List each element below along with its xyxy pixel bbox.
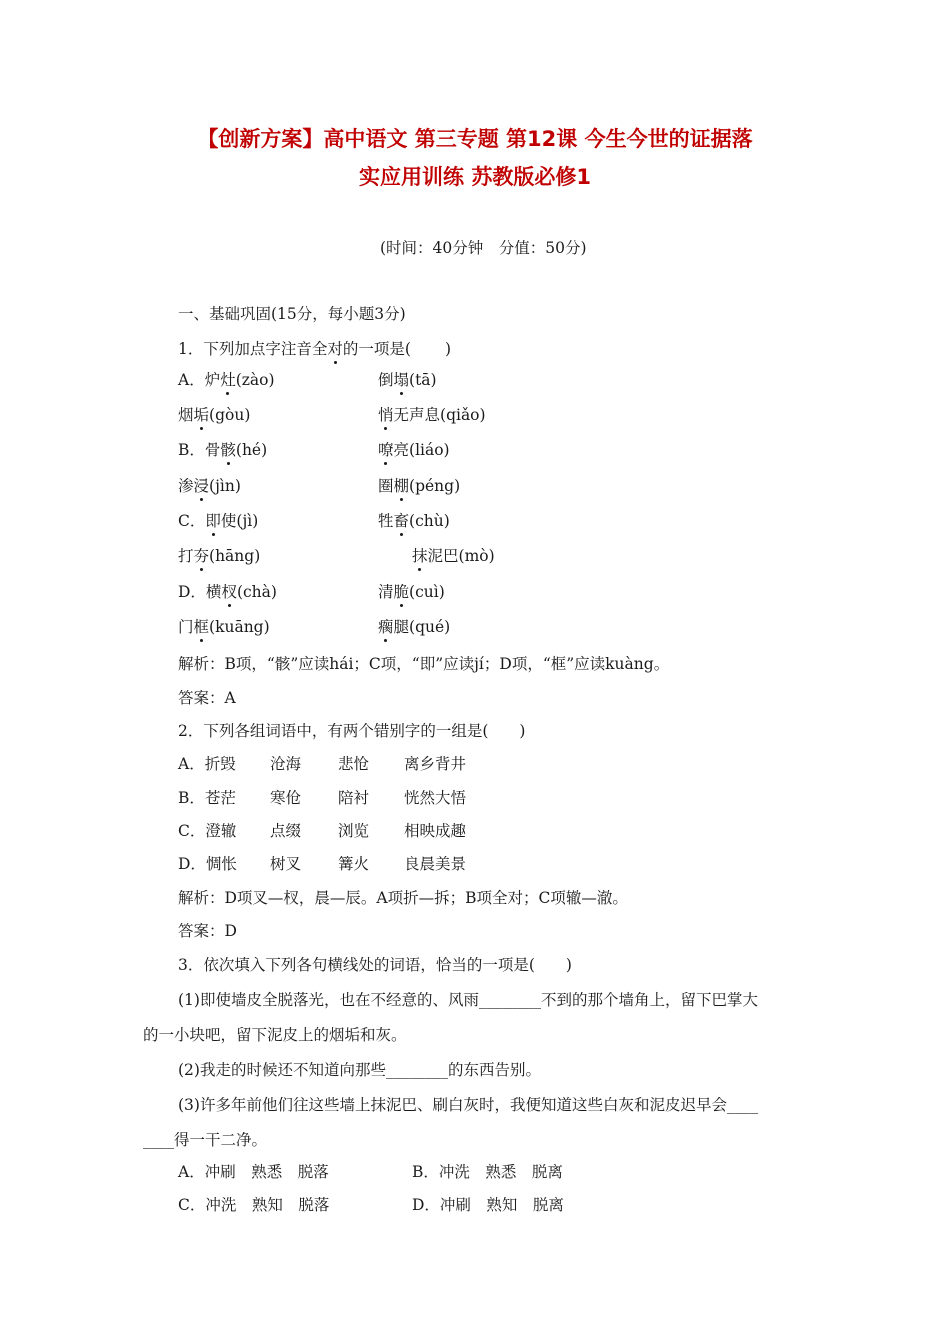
question-3-sentence-2: (2)我走的时候还不知道向那些________的东西告别。 [178, 1061, 541, 1079]
q1-option-item: 倒塌(tā) [378, 368, 437, 390]
question-3-sentence-3-cont: ____得一干二净。 [143, 1131, 268, 1149]
q2-option-word: 悲怆 [338, 755, 370, 773]
q1-option-item: D．横杈(chà) [178, 580, 277, 602]
question-3-sentence-3: (3)许多年前他们往这些墙上抹泥巴、刷白灰时，我便知道这些白灰和泥皮迟早会____ [178, 1096, 758, 1114]
dotted-char: 畜 [394, 509, 410, 531]
q2-option-word: 沧海 [270, 755, 302, 773]
dotted-char: 悄 [378, 403, 394, 425]
q2-option-word: B．苍茫 [178, 789, 236, 807]
q1-option-item: 清脆(cuì) [378, 580, 445, 602]
q2-option-word: 恍然大悟 [404, 789, 467, 807]
dotted-char: 即 [205, 509, 221, 531]
dotted-char: 瘸 [378, 615, 394, 637]
question-2-stem: 2．下列各组词语中，有两个错别字的一组是( ) [178, 722, 526, 740]
question-3-sentence-1-cont: 的一小块吧，留下泥皮上的烟垢和灰。 [143, 1026, 407, 1044]
question-1-stem-part: ) [444, 340, 452, 358]
q2-option-word: 树叉 [270, 855, 302, 873]
q2-option-word: 浏览 [338, 822, 370, 840]
document-title-line-1: 【创新方案】高中语文 第三专题 第12课 今生今世的证据落 [197, 127, 753, 151]
dotted-char: 棚 [394, 474, 410, 496]
q2-option-word: 陪衬 [338, 789, 370, 807]
q2-option-word: 点缀 [270, 822, 302, 840]
q1-option-item: 牲畜(chù) [378, 509, 450, 531]
q2-option-word: 寒伧 [270, 789, 302, 807]
question-3-option-a: A．冲刷 熟悉 脱落 [178, 1163, 329, 1181]
q1-option-item: 悄无声息(qiǎo) [378, 403, 486, 425]
question-2-answer: 答案：D [178, 922, 237, 940]
q2-option-word: D．惆怅 [178, 855, 237, 873]
question-1-stem-part: 的一项是( [342, 340, 411, 358]
question-3-stem: 3．依次填入下列各句横线处的词语，恰当的一项是( ) [178, 956, 572, 974]
q1-option-item: 烟垢(gòu) [178, 403, 250, 425]
dotted-char: 垢 [194, 403, 210, 425]
dotted-char: 灶 [220, 368, 236, 390]
dotted-char: 脆 [394, 580, 410, 602]
q2-option-word: 离乡背井 [404, 755, 467, 773]
q1-option-item: B．骨骸(hé) [178, 438, 267, 460]
dotted-char: 浸 [194, 474, 210, 496]
question-1-answer: 答案：A [178, 689, 236, 707]
q2-option-word: 相映成趣 [404, 822, 467, 840]
q1-option-item: 打夯(hāng) [178, 544, 260, 566]
dotted-char: 骸 [220, 438, 236, 460]
time-score-info: (时间：40分钟 分值：50分) [380, 239, 587, 257]
dotted-char: 夯 [194, 544, 210, 566]
question-1-analysis: 解析：B项，“骸”应读hái；C项，“即”应读jí；D项，“框”应读kuàng。 [178, 655, 670, 673]
dotted-char: 塌 [394, 368, 410, 390]
question-3-option-c: C．冲洗 熟知 脱落 [178, 1196, 330, 1214]
dotted-char: 嘹 [378, 438, 394, 460]
q2-option-word: 篝火 [338, 855, 370, 873]
question-3-sentence-1: (1)即使墙皮全脱落光，也在不经意的、风雨________不到的那个墙角上，留下巴掌大 [178, 991, 758, 1009]
q1-option-item: 门框(kuāng) [178, 615, 270, 637]
question-3-option-b: B．冲洗 熟悉 脱离 [412, 1163, 563, 1181]
question-2-analysis: 解析：D项叉—杈，晨—辰。A项折—拆；B项全对；C项辙—澈。 [178, 889, 628, 907]
q1-option-item: 嘹亮(liáo) [378, 438, 450, 460]
q1-option-item: 瘸腿(qué) [378, 615, 450, 637]
q1-option-item: 圈棚(péng) [378, 474, 460, 496]
section-heading: 一、基础巩固(15分，每小题3分) [178, 305, 406, 323]
dotted-char: 对 [327, 337, 343, 359]
q2-option-word: 良晨美景 [404, 855, 467, 873]
q1-option-item: 抹泥巴(mò) [412, 544, 495, 566]
q2-option-word: C．澄辙 [178, 822, 237, 840]
document-title-line-2: 实应用训练 苏教版必修1 [359, 165, 591, 189]
q1-option-item: A．炉灶(zào) [178, 368, 275, 390]
dotted-char: 框 [194, 615, 210, 637]
question-3-option-d: D．冲刷 熟知 脱离 [412, 1196, 564, 1214]
q1-option-item: 渗浸(jìn) [178, 474, 241, 496]
dotted-char: 杈 [221, 580, 237, 602]
dotted-char: 抹 [412, 544, 428, 566]
q1-option-item: C．即使(jì) [178, 509, 258, 531]
q2-option-word: A．折毁 [178, 755, 236, 773]
question-1-stem [178, 337, 451, 359]
question-1-stem-part: 1．下列加点字注音全 [178, 340, 328, 358]
